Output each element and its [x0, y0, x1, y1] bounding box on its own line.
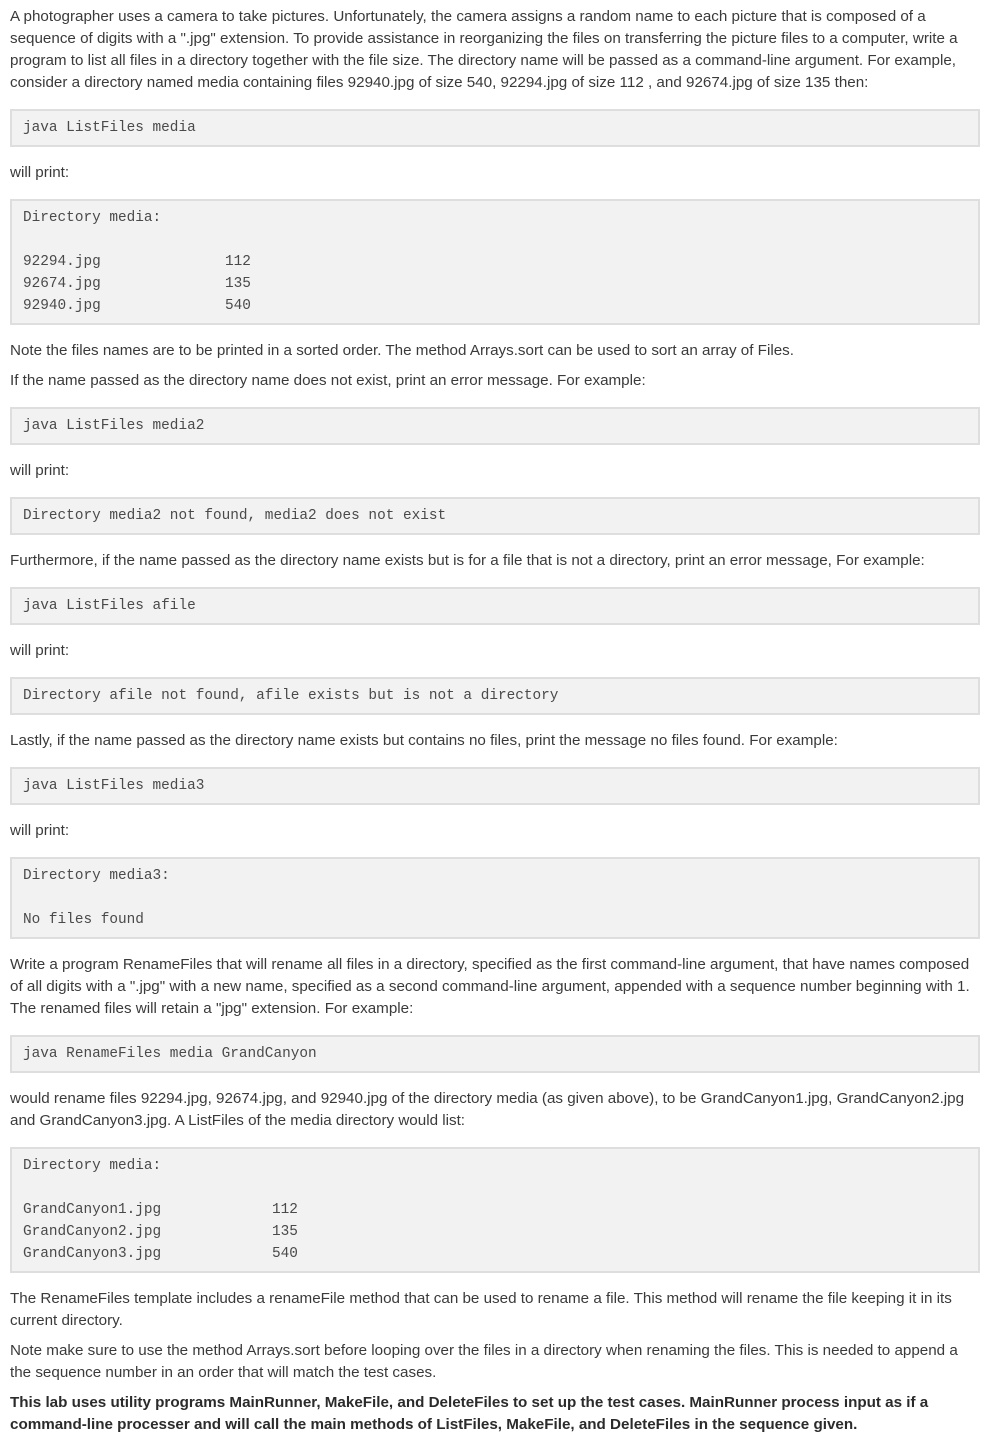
file-row [23, 295, 967, 317]
file-size: 540 [272, 1246, 298, 1262]
utility-programs-paragraph: This lab uses utility programs MainRunner, MakeFile, and DeleteFiles to set up the test cases. MainRunner process input as if a command-line processer and will call the main methods of ListFiles, MakeFile, and DeleteFiles in the sequence given. [10, 1394, 929, 1433]
command-text: java ListFiles afile [23, 598, 196, 614]
command-listfiles-media3 [10, 767, 980, 805]
file-name: 92294.jpg [23, 254, 101, 270]
file-size: 135 [225, 276, 251, 292]
file-name: GrandCanyon2.jpg [23, 1224, 162, 1240]
command-listfiles-media [10, 109, 980, 147]
renamefiles-paragraph: Write a program RenameFiles that will rename all files in a directory, specified as the first command-line argument, that have names composed of all digits with a ".jpg" with a new name, specified as a second command-line argument, appended with a sequence number beginning with 1. The renamed files will retain a "jpg" extension. For example: [10, 956, 970, 1017]
command-text: java ListFiles media2 [23, 418, 205, 434]
output-afile-error [10, 677, 980, 715]
file-row [23, 1199, 967, 1221]
not-exist-paragraph: If the name passed as the directory name does not exist, print an error message. For example: [10, 372, 646, 389]
output-renamed-listing [10, 1147, 980, 1273]
will-print-label: will print: [10, 164, 70, 181]
command-text: java RenameFiles media GrandCanyon [23, 1046, 317, 1062]
command-text: java ListFiles media [23, 120, 196, 136]
output-media3 [10, 857, 980, 939]
file-name: 92940.jpg [23, 298, 101, 314]
output-media2-error [10, 497, 980, 535]
command-text: java ListFiles media3 [23, 778, 205, 794]
file-size: 112 [225, 254, 251, 270]
will-print-label: will print: [10, 642, 70, 659]
file-size: 112 [272, 1202, 298, 1218]
file-row [23, 251, 967, 273]
not-directory-paragraph: Furthermore, if the name passed as the directory name exists but is for a file that is not a directory, print an error message, For example: [10, 552, 925, 569]
file-size: 135 [272, 1224, 298, 1240]
renamefile-method-paragraph: The RenameFiles template includes a renameFile method that can be used to rename a file. This method will rename the file keeping it in its current directory. [10, 1290, 952, 1329]
file-name: 92674.jpg [23, 276, 101, 292]
rename-result-paragraph: would rename files 92294.jpg, 92674.jpg, and 92940.jpg of the directory media (as given above), to be GrandCanyon1.jpg, GrandCanyon2.jpg and GrandCanyon3.jpg. A ListFiles of the media directory would list: [10, 1090, 965, 1129]
file-row [23, 1221, 967, 1243]
command-listfiles-afile [10, 587, 980, 625]
file-name: GrandCanyon1.jpg [23, 1202, 162, 1218]
command-renamefiles [10, 1035, 980, 1073]
output-header: Directory media: [23, 210, 162, 226]
will-print-label: will print: [10, 462, 70, 479]
file-name: GrandCanyon3.jpg [23, 1246, 162, 1262]
lab-instructions [10, 6, 980, 1444]
file-row [23, 1243, 967, 1265]
intro-paragraph: A photographer uses a camera to take pictures. Unfortunately, the camera assigns a random name to each picture that is composed of a sequence of digits with a ".jpg" extension. To provide assistance in reorganizing the files on transferring the picture files to a computer, write a program to list all files in a directory together with the file size. The directory name will be passed as a command-line argument. For example, consider a directory named media containing files 92940.jpg of size 540, 92294.jpg of size 112 , and 92674.jpg of size 135 then: [10, 8, 958, 91]
file-row [23, 273, 967, 295]
arrays-sort-note-paragraph: Note make sure to use the method Arrays.sort before looping over the files in a directory when renaming the files. This is needed to append a the sequence number in an order that will match the test cases. [10, 1342, 958, 1381]
output-listfiles-media [10, 199, 980, 325]
output-text: Directory media2 not found, media2 does not exist [23, 508, 447, 524]
no-files-paragraph: Lastly, if the name passed as the directory name exists but contains no files, print the message no files found. For example: [10, 732, 838, 749]
output-message: No files found [23, 912, 144, 928]
sort-note-paragraph: Note the files names are to be printed in a sorted order. The method Arrays.sort can be used to sort an array of Files. [10, 342, 794, 359]
will-print-label: will print: [10, 822, 70, 839]
output-header: Directory media3: [23, 868, 170, 884]
command-listfiles-media2 [10, 407, 980, 445]
file-size: 540 [225, 298, 251, 314]
output-text: Directory afile not found, afile exists but is not a directory [23, 688, 559, 704]
output-header: Directory media: [23, 1158, 162, 1174]
